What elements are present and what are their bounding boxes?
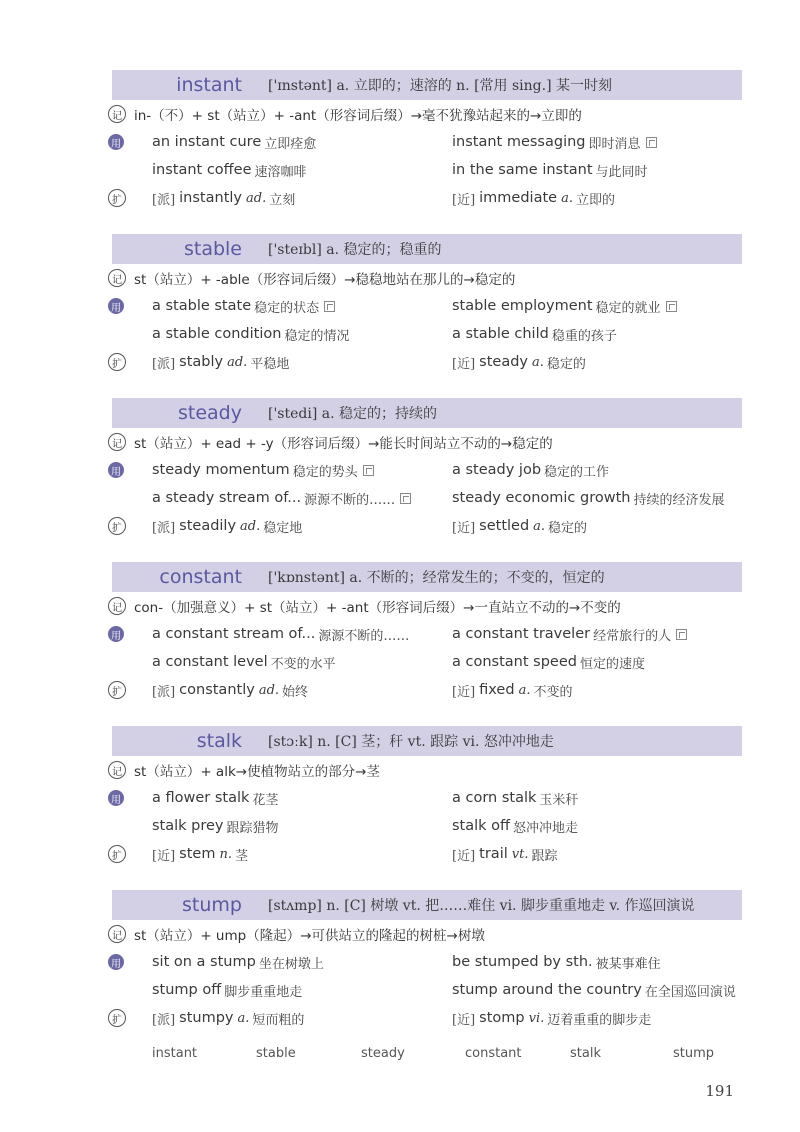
part-of-speech: ad. xyxy=(258,682,280,698)
usage-chinese: 稳定的情况 xyxy=(284,328,350,344)
usage-chinese: 脚步重重地走 xyxy=(224,984,303,1000)
usage-chinese: 在全国巡回演说 xyxy=(644,984,736,1000)
part-of-speech: a. xyxy=(561,190,573,206)
usage-chinese: 立即痊愈 xyxy=(264,136,317,152)
part-of-speech: ad. xyxy=(246,190,267,206)
memory-row xyxy=(108,103,582,125)
usage-chinese: 稳定的就业 xyxy=(595,300,661,316)
footer-word: steady xyxy=(361,1046,405,1061)
related-tag: [派] xyxy=(152,520,176,536)
memory-row xyxy=(108,759,380,781)
usage-example xyxy=(152,489,411,508)
related-tag: [近] xyxy=(452,192,476,208)
usage-example xyxy=(152,625,409,644)
related-word xyxy=(452,517,587,536)
usage-english: stalk prey xyxy=(152,818,224,834)
usage-english: a stable child xyxy=(452,326,549,342)
memory-icon: 记 xyxy=(108,925,126,943)
headword: instant xyxy=(176,74,242,96)
memory-row xyxy=(108,595,621,617)
entry-header xyxy=(112,398,742,428)
usage-example xyxy=(452,297,677,316)
usage-chinese: 与此同时 xyxy=(595,164,648,180)
usage-english: a stable state xyxy=(152,298,252,314)
word-entry xyxy=(112,398,742,562)
extension-row xyxy=(108,513,748,539)
usage-chinese: 源源不断的…… xyxy=(304,492,396,508)
usage-example xyxy=(152,789,278,808)
usage-english: instant messaging xyxy=(452,134,586,150)
related-word xyxy=(452,353,586,372)
memory-icon: 记 xyxy=(108,433,126,451)
word-entry xyxy=(112,70,742,234)
usage-chinese: 跟踪猎物 xyxy=(226,820,279,836)
corpus-mark-icon xyxy=(676,629,687,640)
word-entry xyxy=(112,234,742,398)
memory-row xyxy=(108,267,515,289)
memory-row xyxy=(108,431,553,453)
usage-row xyxy=(108,457,748,483)
usage-example xyxy=(452,789,578,808)
usage-row xyxy=(108,293,748,319)
usage-example xyxy=(452,489,724,508)
related-word xyxy=(152,845,248,864)
part-of-speech: a. xyxy=(518,682,531,698)
usage-chinese: 被某事难住 xyxy=(595,956,661,972)
related-english: steady xyxy=(479,354,528,370)
usage-example xyxy=(152,461,374,480)
usage-row xyxy=(108,129,748,155)
extension-icon: 扩 xyxy=(108,845,126,863)
entry-header xyxy=(112,234,742,264)
memory-text: st（站立）+ alk→使植物站立的部分→茎 xyxy=(134,764,380,780)
part-of-speech: a. xyxy=(532,354,544,370)
usage-english: a corn stalk xyxy=(452,790,537,806)
extension-icon: 扩 xyxy=(108,1009,126,1027)
related-english: stably xyxy=(179,354,224,370)
corpus-mark-icon xyxy=(646,137,657,148)
corpus-mark-icon xyxy=(324,301,335,312)
usage-chinese: 经常旅行的人 xyxy=(593,628,672,644)
related-english: constantly xyxy=(179,682,255,698)
definition: ['steɪbl] a. 稳定的；稳重的 xyxy=(268,242,442,258)
usage-chinese: 玉米秆 xyxy=(539,792,579,808)
memory-text: st（站立）+ ump（隆起）→可供站立的隆起的树桩→树墩 xyxy=(134,928,485,944)
usage-english: stump off xyxy=(152,982,222,998)
memory-icon: 记 xyxy=(108,269,126,287)
corpus-mark-icon xyxy=(363,465,374,476)
definition: [stɔːk] n. [C] 茎；秆 vt. 跟踪 vi. 怒冲冲地走 xyxy=(268,734,554,750)
usage-chinese: 稳定的势头 xyxy=(292,464,358,480)
part-of-speech: a. xyxy=(533,518,546,534)
usage-chinese: 持续的经济发展 xyxy=(633,492,725,508)
usage-icon: 用 xyxy=(108,626,124,642)
memory-text: st（站立）+ -able（形容词后缀）→稳稳地站在那儿的→稳定的 xyxy=(134,272,516,288)
related-english: steadily xyxy=(179,518,237,534)
usage-row xyxy=(108,785,748,811)
entries-list xyxy=(112,70,742,1054)
usage-example xyxy=(452,461,609,480)
footer-word: constant xyxy=(465,1046,522,1061)
related-word xyxy=(152,189,295,208)
usage-chinese: 稳定的工作 xyxy=(544,464,610,480)
related-chinese: 迈着重重的脚步走 xyxy=(547,1012,652,1028)
entry-header xyxy=(112,890,742,920)
usage-icon: 用 xyxy=(108,298,124,314)
usage-icon: 用 xyxy=(108,462,124,478)
usage-chinese: 不变的水平 xyxy=(270,656,336,672)
usage-english: in the same instant xyxy=(452,162,593,178)
entry-header xyxy=(112,726,742,756)
headword: stalk xyxy=(196,730,242,752)
extension-icon: 扩 xyxy=(108,353,126,371)
usage-english: stalk off xyxy=(452,818,511,834)
usage-example xyxy=(152,653,336,672)
usage-icon: 用 xyxy=(108,790,124,806)
related-english: settled xyxy=(479,518,530,534)
corpus-mark-icon xyxy=(666,301,677,312)
usage-example xyxy=(152,981,302,1000)
entry-header xyxy=(112,562,742,592)
part-of-speech: a. xyxy=(237,1010,250,1026)
usage-chinese: 稳重的孩子 xyxy=(551,328,617,344)
related-word xyxy=(152,353,289,372)
usage-chinese: 稳定的状态 xyxy=(254,300,320,316)
part-of-speech: n. xyxy=(219,846,232,862)
related-tag: [派] xyxy=(152,356,176,372)
part-of-speech: vt. xyxy=(511,846,529,862)
memory-text: in-（不）+ st（站立）+ -ant（形容词后缀）→毫不犹豫站起来的→立即的 xyxy=(134,108,582,124)
related-english: stem xyxy=(179,846,216,862)
headword: steady xyxy=(178,402,242,424)
usage-row xyxy=(108,157,748,183)
extension-icon: 扩 xyxy=(108,681,126,699)
usage-chinese: 恒定的速度 xyxy=(579,656,645,672)
extension-icon: 扩 xyxy=(108,517,126,535)
related-tag: [派] xyxy=(152,684,176,700)
usage-english: steady momentum xyxy=(152,462,290,478)
usage-row xyxy=(108,649,748,675)
usage-icon: 用 xyxy=(108,134,124,150)
usage-row xyxy=(108,949,748,975)
memory-row xyxy=(108,923,485,945)
word-entry xyxy=(112,726,742,890)
entry-header xyxy=(112,70,742,100)
usage-english: stable employment xyxy=(452,298,593,314)
related-tag: [派] xyxy=(152,1012,176,1028)
usage-example xyxy=(152,817,279,836)
headword: stump xyxy=(182,894,242,916)
related-english: trail xyxy=(479,846,508,862)
definition: ['stedi] a. 稳定的；持续的 xyxy=(268,406,438,422)
related-chinese: 不变的 xyxy=(533,684,573,700)
usage-example xyxy=(452,953,661,972)
usage-english: a constant traveler xyxy=(452,626,591,642)
usage-example xyxy=(152,325,349,344)
usage-english: a stable condition xyxy=(152,326,282,342)
usage-icon: 用 xyxy=(108,954,124,970)
related-chinese: 短而粗的 xyxy=(252,1012,305,1028)
memory-icon: 记 xyxy=(108,597,126,615)
related-word xyxy=(152,517,302,536)
related-tag: [近] xyxy=(452,520,476,536)
definition: ['ɪnstənt] a. 立即的；速溶的 n. [常用 sing.] 某一时刻 xyxy=(268,78,612,94)
memory-icon: 记 xyxy=(108,761,126,779)
extension-row xyxy=(108,1005,748,1031)
usage-english: steady economic growth xyxy=(452,490,631,506)
usage-english: a constant speed xyxy=(452,654,577,670)
related-english: stumpy xyxy=(179,1010,234,1026)
footer-word-list xyxy=(0,1046,800,1064)
usage-example xyxy=(152,953,324,972)
usage-english: an instant cure xyxy=(152,134,262,150)
part-of-speech: ad. xyxy=(240,518,261,534)
usage-example xyxy=(152,161,307,180)
usage-chinese: 坐在树墩上 xyxy=(258,956,324,972)
corpus-mark-icon xyxy=(400,493,411,504)
related-tag: [派] xyxy=(152,192,176,208)
usage-row xyxy=(108,321,748,347)
part-of-speech: ad. xyxy=(227,354,248,370)
usage-english: instant coffee xyxy=(152,162,252,178)
footer-word: stump xyxy=(673,1046,715,1061)
usage-example xyxy=(452,981,736,1000)
related-chinese: 立刻 xyxy=(269,192,296,208)
extension-row xyxy=(108,677,748,703)
related-chinese: 跟踪 xyxy=(531,848,558,864)
footer-word: stable xyxy=(256,1046,296,1061)
related-word xyxy=(452,189,615,208)
related-chinese: 始终 xyxy=(282,684,309,700)
usage-chinese: 怒冲冲地走 xyxy=(513,820,579,836)
related-tag: [近] xyxy=(452,1012,476,1028)
related-tag: [近] xyxy=(152,848,176,864)
related-tag: [近] xyxy=(452,684,476,700)
footer-word: stalk xyxy=(570,1046,601,1061)
usage-example xyxy=(152,297,335,316)
memory-text: con-（加强意义）+ st（站立）+ -ant（形容词后缀）→一直站立不动的→不变的 xyxy=(134,600,621,616)
related-english: instantly xyxy=(179,190,242,206)
extension-row xyxy=(108,185,748,211)
usage-chinese: 花茎 xyxy=(252,792,279,808)
headword: stable xyxy=(183,238,242,260)
usage-row xyxy=(108,977,748,1003)
memory-icon: 记 xyxy=(108,105,126,123)
related-word xyxy=(452,681,572,700)
related-word xyxy=(452,1009,651,1028)
memory-text: st（站立）+ ead + -y（形容词后缀）→能长时间站立不动的→稳定的 xyxy=(134,436,553,452)
footer-word: instant xyxy=(152,1046,198,1061)
usage-example xyxy=(452,161,648,180)
extension-row xyxy=(108,349,748,375)
usage-example xyxy=(452,625,687,644)
usage-english: a constant level xyxy=(152,654,268,670)
word-entry xyxy=(112,890,742,1054)
usage-english: sit on a stump xyxy=(152,954,256,970)
usage-english: be stumped by sth. xyxy=(452,954,593,970)
usage-example xyxy=(452,325,617,344)
usage-example xyxy=(452,653,645,672)
related-word xyxy=(452,845,557,864)
definition: [stʌmp] n. [C] 树墩 vt. 把……难住 vi. 脚步重重地走 v. 作巡回演说 xyxy=(268,898,695,914)
usage-english: a steady job xyxy=(452,462,542,478)
related-english: fixed xyxy=(479,682,515,698)
related-word xyxy=(152,1009,304,1028)
usage-example xyxy=(452,133,657,152)
usage-row xyxy=(108,813,748,839)
part-of-speech: vi. xyxy=(528,1010,545,1026)
word-entry xyxy=(112,562,742,726)
related-tag: [近] xyxy=(452,356,476,372)
related-chinese: 稳定地 xyxy=(263,520,303,536)
definition: ['kɒnstənt] a. 不断的；经常发生的；不变的，恒定的 xyxy=(268,570,605,586)
usage-english: a constant stream of... xyxy=(152,626,316,642)
usage-english: stump around the country xyxy=(452,982,642,998)
extension-row xyxy=(108,841,748,867)
usage-chinese: 源源不断的…… xyxy=(318,628,410,644)
usage-example xyxy=(452,817,578,836)
usage-english: a flower stalk xyxy=(152,790,250,806)
related-chinese: 稳定的 xyxy=(548,520,588,536)
usage-chinese: 即时消息 xyxy=(588,136,641,152)
usage-row xyxy=(108,621,748,647)
related-english: immediate xyxy=(479,190,558,206)
extension-icon: 扩 xyxy=(108,189,126,207)
related-chinese: 稳定的 xyxy=(546,356,586,372)
related-tag: [近] xyxy=(452,848,476,864)
page-number: 191 xyxy=(705,1082,734,1100)
usage-row xyxy=(108,485,748,511)
related-english: stomp xyxy=(479,1010,525,1026)
usage-chinese: 速溶咖啡 xyxy=(254,164,307,180)
usage-english: a steady stream of... xyxy=(152,490,302,506)
related-chinese: 立即的 xyxy=(575,192,615,208)
usage-example xyxy=(152,133,316,152)
related-chinese: 茎 xyxy=(234,848,248,864)
headword: constant xyxy=(159,566,242,588)
related-chinese: 平稳地 xyxy=(250,356,290,372)
related-word xyxy=(152,681,308,700)
